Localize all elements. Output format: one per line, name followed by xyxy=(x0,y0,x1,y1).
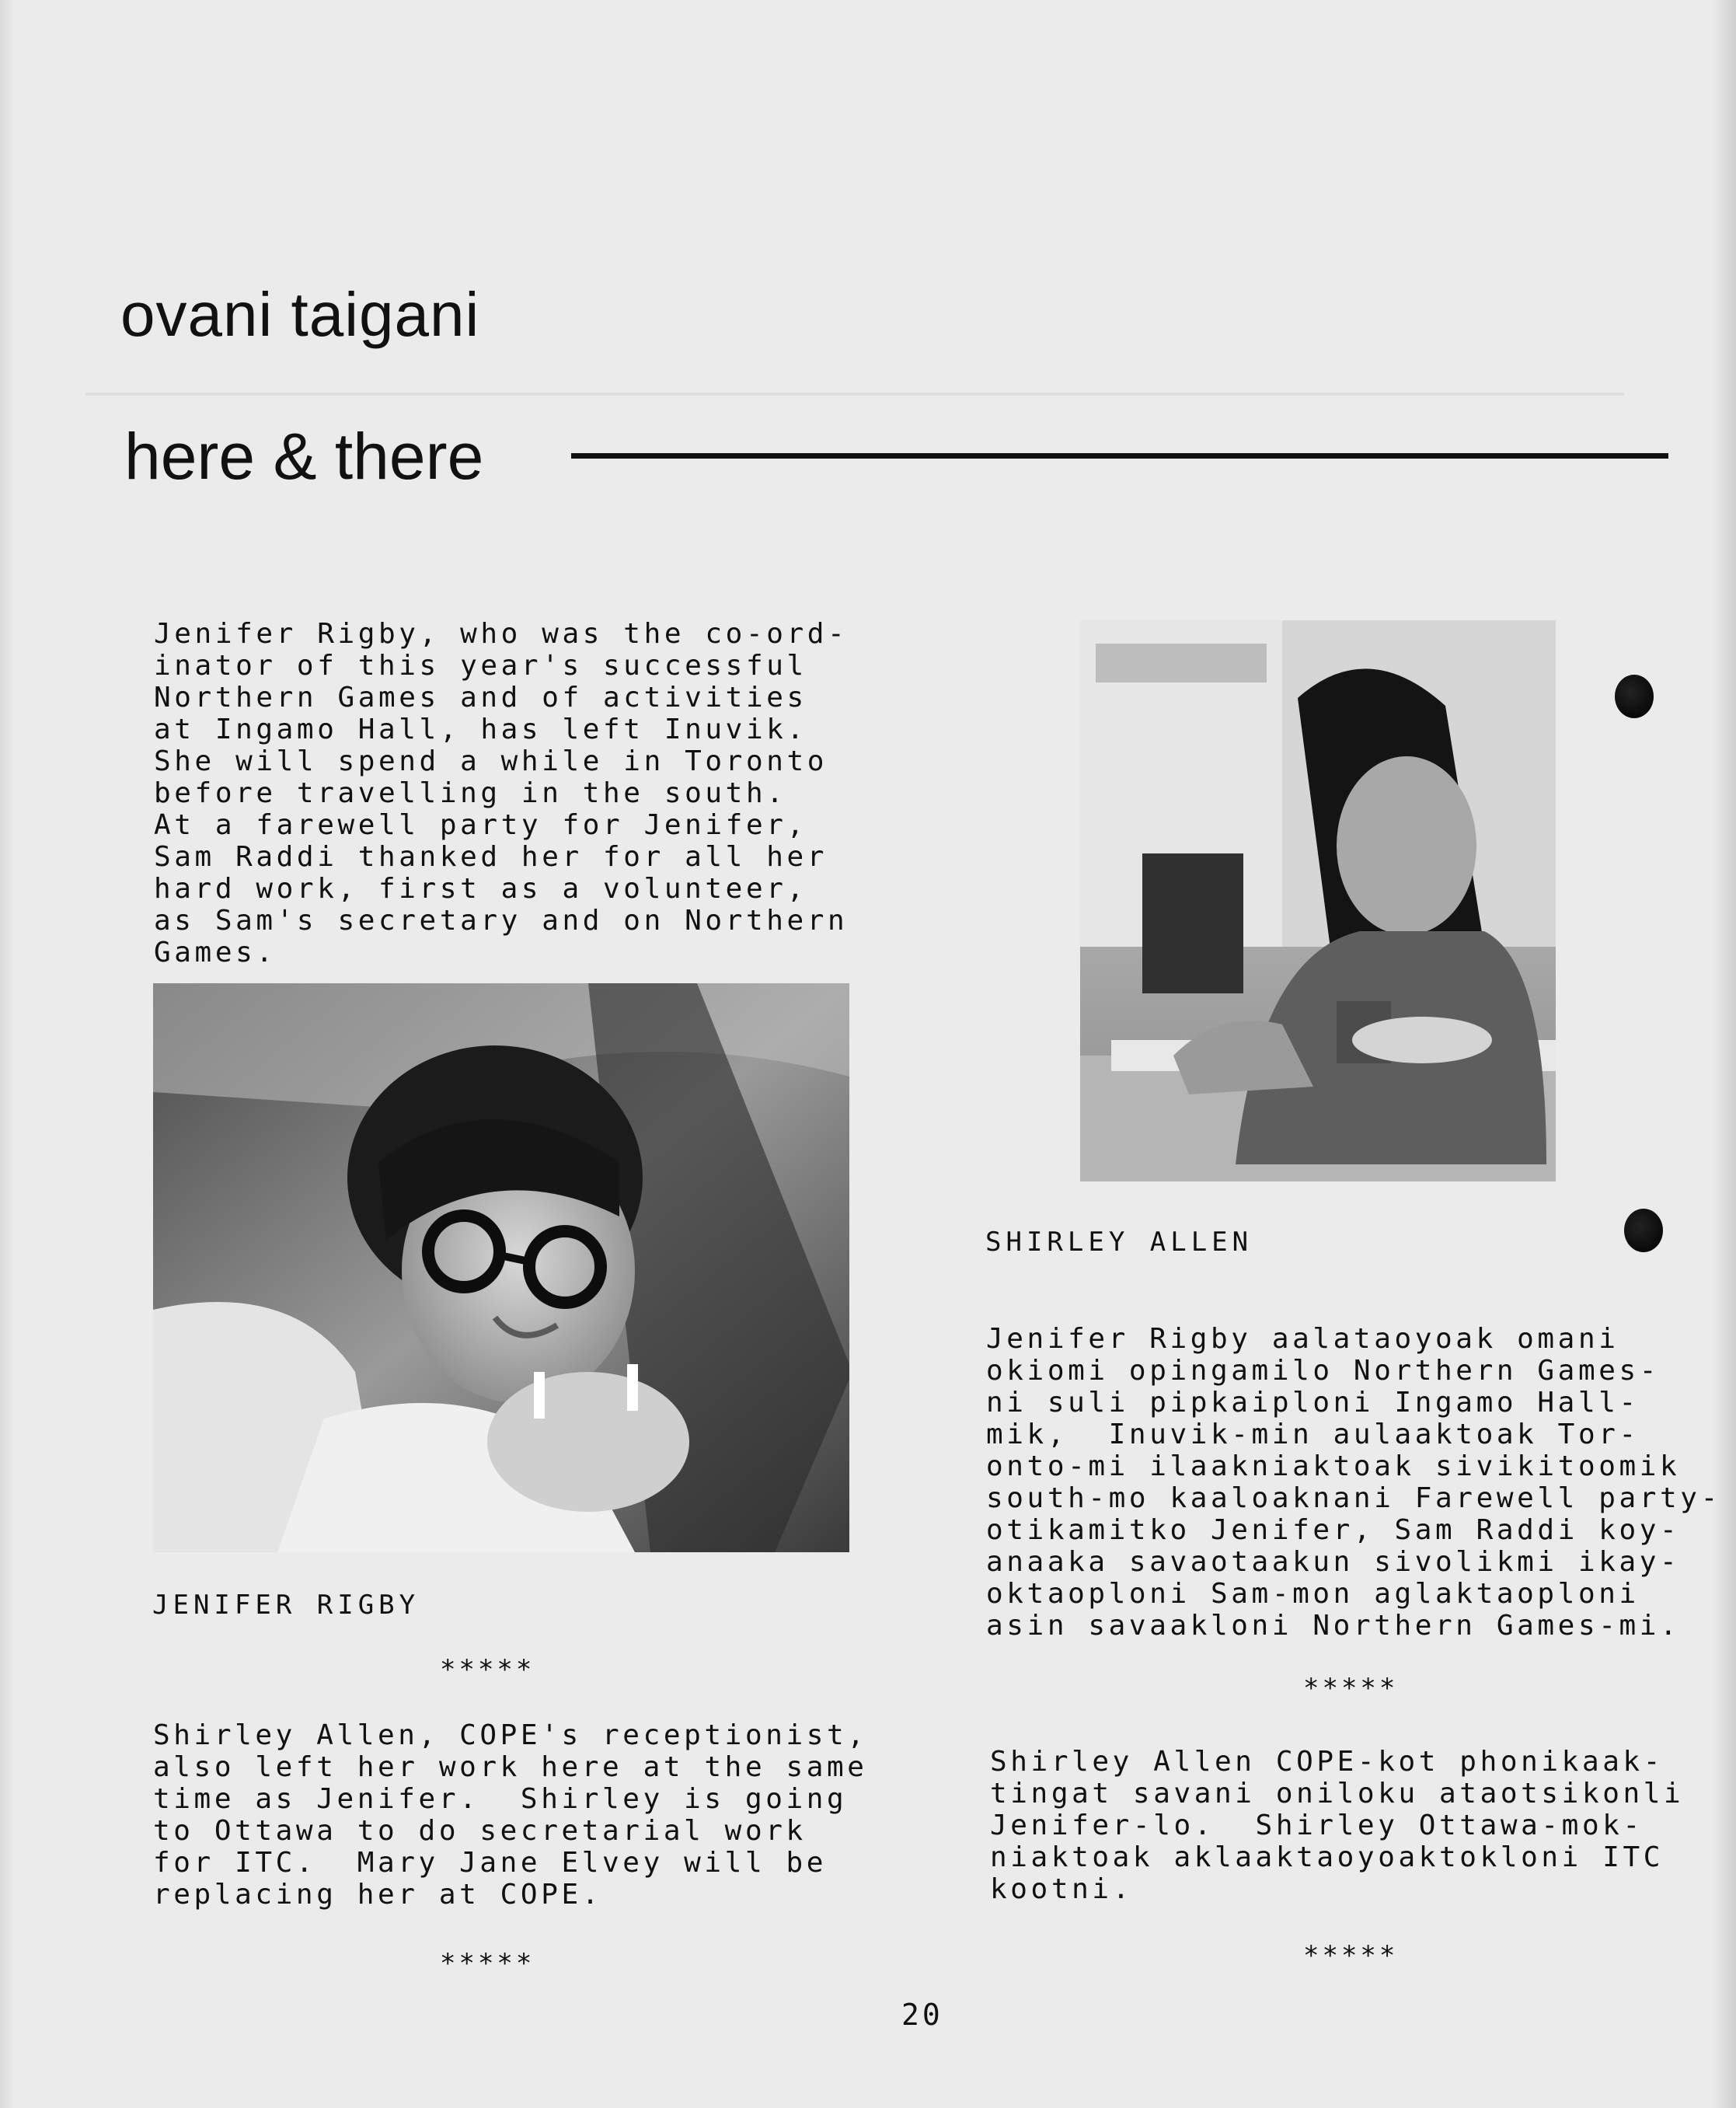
page-edge-shadow-left xyxy=(0,0,14,2108)
heading-english: here & there xyxy=(124,420,484,493)
binder-punch-hole xyxy=(1615,675,1654,718)
story-shirley-english: Shirley Allen, COPE's receptionist, also left her work here at the same time as Jenifer. Shirley is going to Ottawa to do secretarial work for ITC. Mary Jane Elvey will be replacing her at COPE. xyxy=(153,1719,868,1911)
show-through-rule xyxy=(85,393,1624,396)
page-number: 20 xyxy=(901,1998,943,2032)
caption-shirley-allen: SHIRLEY ALLEN xyxy=(985,1227,1253,1258)
page-edge-shadow-right xyxy=(1713,0,1736,2108)
separator-stars: ***** xyxy=(1303,1940,1399,1971)
story-jenifer-english: Jenifer Rigby, who was the co-ord- inator of this year's successful Northern Games and of activities at Ingamo Hall, has left Inuvik. She will spend a while in Toronto before travelling in the south. At a farewell party for Jenifer, Sam Raddi thanked her for all her hard work, first as a volunteer, as Sam's secretary and on Northern Games. xyxy=(154,618,849,968)
binder-punch-hole xyxy=(1624,1209,1663,1252)
heading-inuvialuktun: ovani taigani xyxy=(120,280,480,349)
story-jenifer-inuvialuktun: Jenifer Rigby aalataoyoak omani okiomi opingamilo Northern Games- ni suli pipkaiploni Ingamo Hall- mik, Inuvik-min aulaaktoak Tor- onto-mi ilaakniaktoak sivikitoomik south-mo kaaloaknani Farewell party- otikamitko Jenifer, Sam Raddi koy- anaaka savaotaakun sivolikmi ikay- oktaoploni Sam-mon aglaktaoploni asin savaakloni Northern Games-mi. xyxy=(986,1323,1721,1642)
caption-jenifer-rigby: JENIFER RIGBY xyxy=(152,1590,420,1621)
story-shirley-inuvialuktun: Shirley Allen COPE-kot phonikaak- tingat savani oniloku ataotsikonli Jenifer-lo. Shirley Ottawa-mok- niaktoak aklaaktaoyoaktokloni ITC kootni. xyxy=(990,1746,1685,1905)
heading-rule xyxy=(571,453,1668,459)
photo-shirley-allen xyxy=(1080,620,1556,1181)
photo-jenifer-rigby xyxy=(153,983,849,1552)
separator-stars: ***** xyxy=(1303,1673,1399,1704)
separator-stars: ***** xyxy=(440,1948,535,1979)
separator-stars: ***** xyxy=(440,1654,535,1685)
